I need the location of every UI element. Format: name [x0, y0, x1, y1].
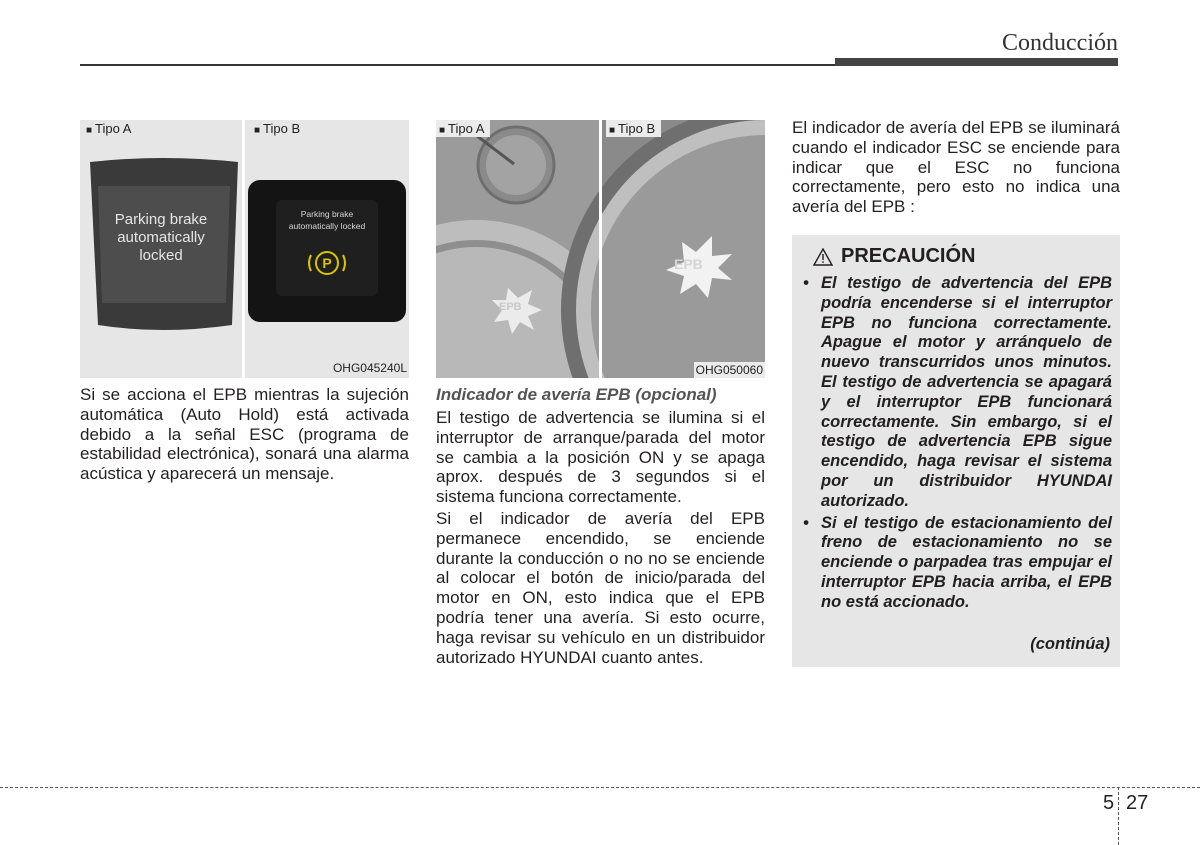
figure-code: OHG050060	[695, 363, 763, 377]
type-a-line-2: automatically	[117, 229, 205, 246]
epb-indicator-subheading: Indicador de avería EPB (opcional)	[436, 385, 717, 404]
type-a-label: ■ Tipo A	[436, 120, 490, 137]
col3-paragraph: El indicador de avería del EPB se iluminará cuando el indicador ESC se enciende para indicar que el ESC no funciona correctamente, pero esto no indica una avería del EPB :	[792, 118, 1120, 217]
chapter-number: 5	[1103, 792, 1115, 814]
type-b-screen-text	[276, 208, 378, 232]
parking-brake-icon: P	[322, 255, 332, 271]
type-b-label: ■ Tipo B	[606, 120, 661, 137]
figure-code: OHG045240L	[332, 361, 407, 375]
bullet-icon: •	[803, 274, 809, 292]
type-a-screen-text	[100, 211, 222, 265]
caution-item: • El testigo de advertencia del EPB podría encenderse si el interruptor EPB no funciona correctamente. Apague el motor y arránquelo de nuevo transcurridos unos minutos. El testigo de advertencia se apagará y el interruptor EPB funcionará correctamente. Sin embargo, si el testigo de advertencia EPB sigue encendido, haga revisar el sistema por un distribuidor HYUNDAI autorizado.	[803, 274, 1112, 510]
type-a-line-3: locked	[139, 247, 183, 264]
bullet-icon: •	[803, 513, 809, 532]
col1-paragraph: Si se acciona el EPB mientras la sujeción automática (Auto Hold) está activada debido a la señal ESC (programa de estabilidad electrónica), sonará una alarma acústica y aparecerá un mensaje.	[80, 385, 409, 484]
continued-note: (continúa)	[1030, 635, 1110, 653]
header-bar	[835, 58, 1118, 66]
col2-paragraph-1: El testigo de advertencia se ilumina si el interruptor de arranque/parada del motor se cambia a la posición ON y se apaga aprox. después de 3 segundos si el sistema funciona correctamente.	[436, 408, 765, 507]
epb-label-b: EPB	[674, 256, 703, 272]
type-b-line-1: Parking brake	[300, 209, 354, 219]
col2-paragraph-2: Si el indicador de avería del EPB permanece encendido, se enciende durante la conducción o no no se enciende al colocar el botón de inicio/parada del motor en ON, esto indica que el EPB podría tener una avería. Si esto ocurre, haga revisar su vehículo en un distribuidor autorizado HYUNDAI cuanto antes.	[436, 509, 765, 667]
type-a-label: ■ Tipo A	[86, 121, 132, 136]
caution-title: PRECAUCIÓN	[841, 245, 976, 267]
epb-label-a: EPB	[499, 301, 522, 313]
figure-parking-brake-message	[80, 120, 409, 378]
type-b-line-2: automatically locked	[288, 221, 366, 231]
type-b-label: ■ Tipo B	[254, 121, 301, 136]
header-rule	[80, 64, 835, 66]
caution-heading	[813, 245, 975, 268]
type-a-line-1: Parking brake	[114, 211, 208, 228]
page-number: 27	[1126, 792, 1149, 814]
caution-list	[800, 274, 1112, 615]
caution-item: • Si el testigo de estacionamiento del freno de estacionamiento no se enciende o parpadea tras empujar el interruptor EPB hacia arriba, el EPB no está accionado.	[803, 513, 1112, 611]
footer-page-separator	[1118, 787, 1119, 845]
section-title: Conducción	[1002, 30, 1118, 56]
figure-epb-indicator	[436, 120, 765, 378]
footer-divider	[0, 787, 1200, 788]
warning-triangle-icon	[813, 248, 833, 266]
figure-epb-illustration	[436, 120, 765, 378]
